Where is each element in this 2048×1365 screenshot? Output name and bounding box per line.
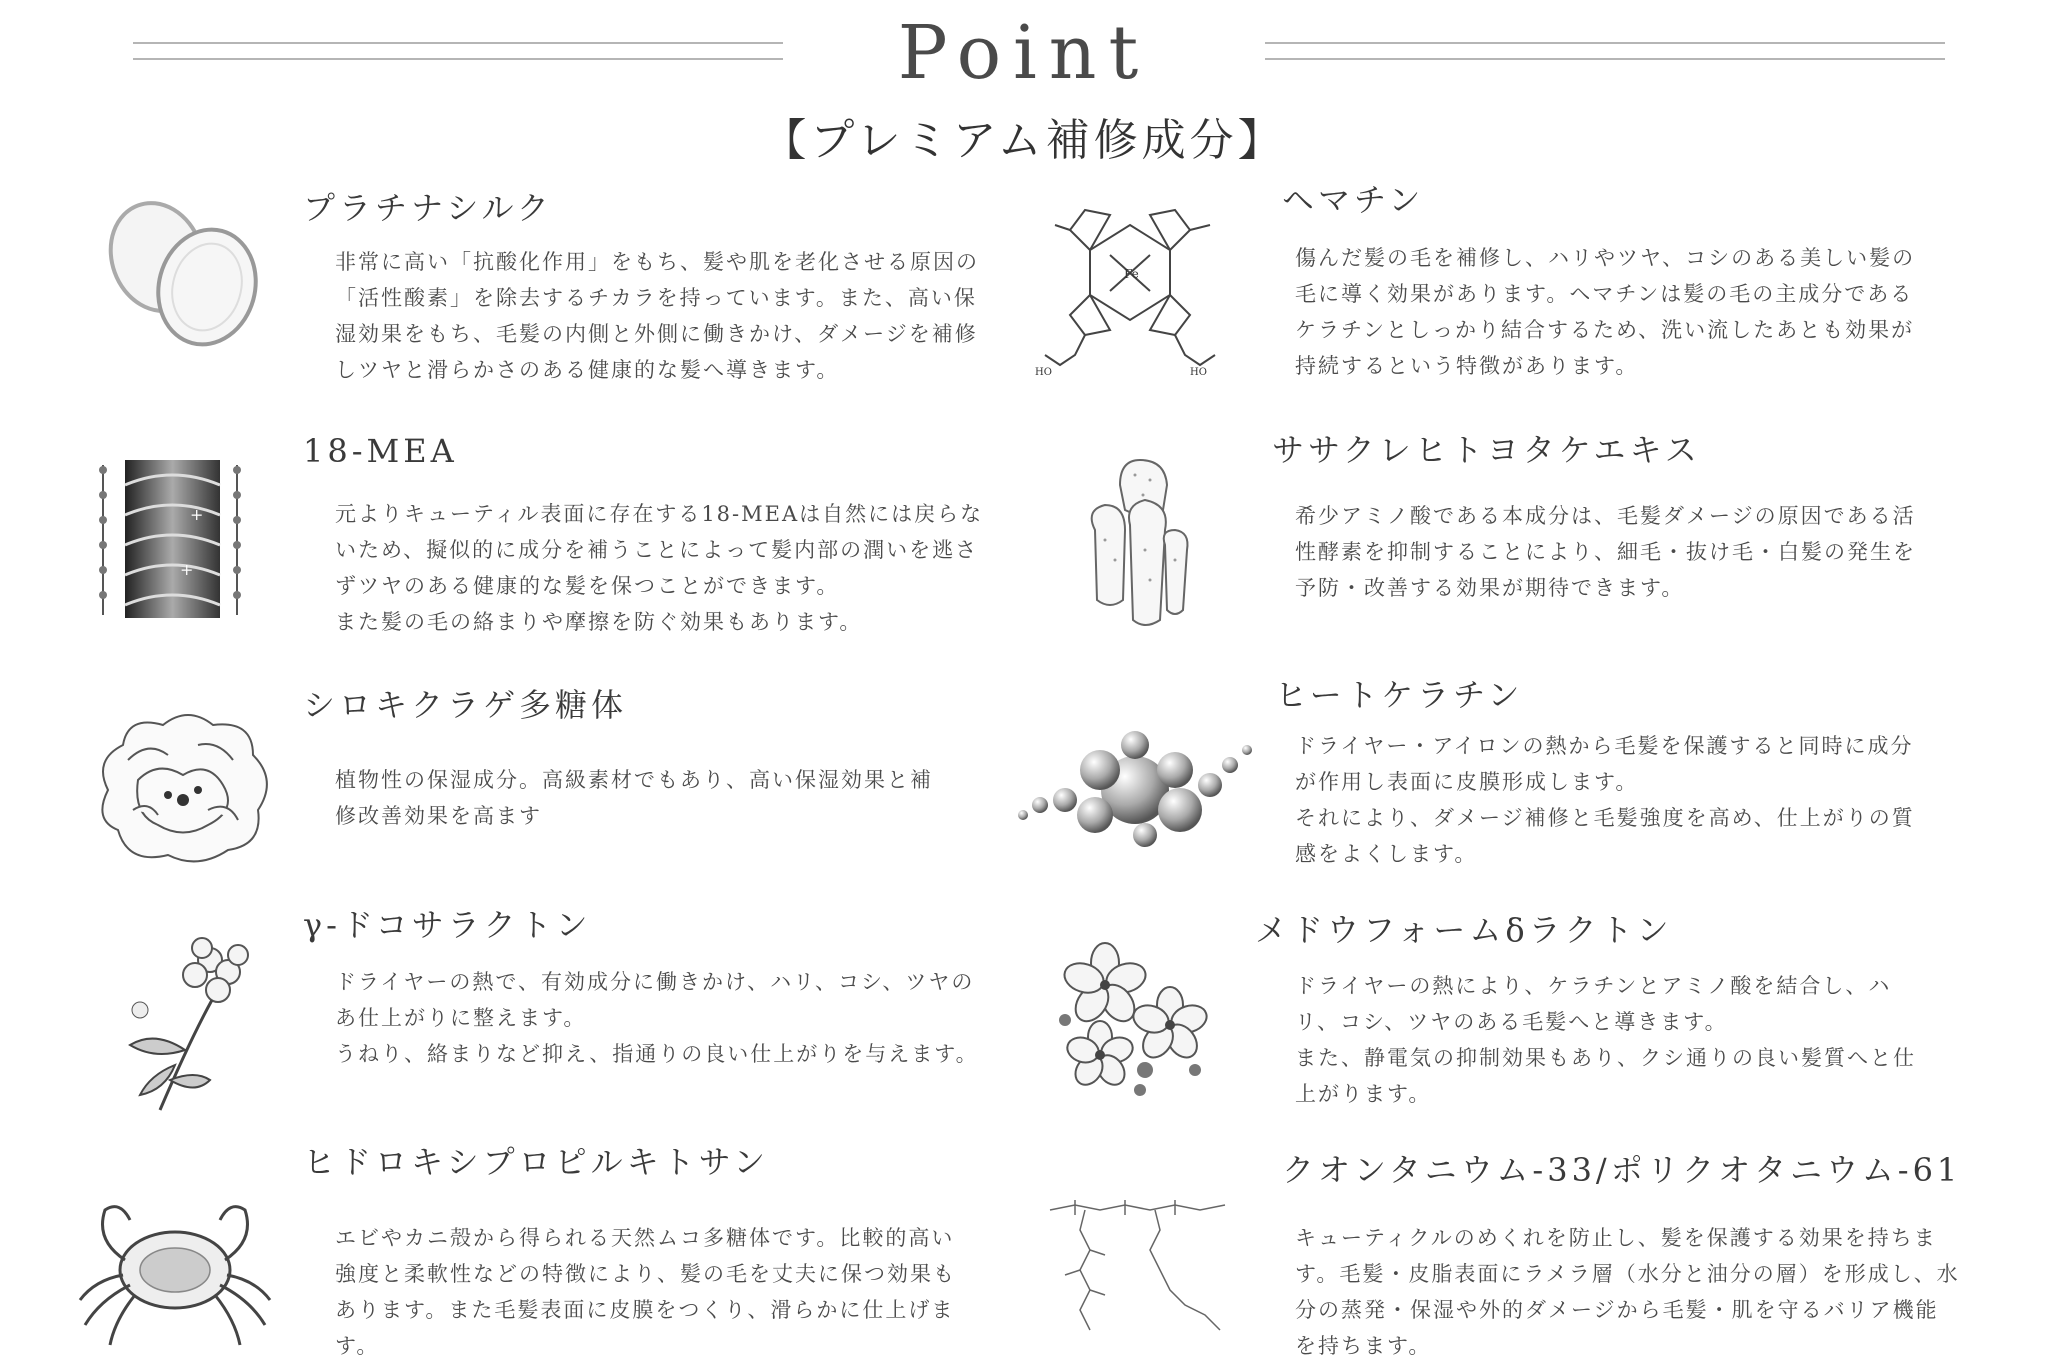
svg-text:HO: HO bbox=[1035, 367, 1052, 378]
svg-text:HO: HO bbox=[1190, 367, 1207, 378]
meadowfoam-flower-icon bbox=[1045, 930, 1225, 1110]
white-fungus-icon bbox=[88, 700, 278, 870]
ingredient-description: ドライヤーの熱により、ケラチンとアミノ酸を結合し、ハリ、コシ、ツヤのある毛髪へと導きます。 また、静電気の抑制効果もあり、クシ通りの良い髪質へと仕上がります。 bbox=[1295, 974, 1916, 1106]
ingredient-description: キューティクルのめくれを防止し、髪を保護する効果を持ちます。毛髪・皮脂表面にラメラ層（水分と油分の層）を形成し、水分の蒸発・保湿や外的ダメージから毛髪・肌を守るバリア機能を持ちます。 bbox=[1295, 1226, 1960, 1358]
ingredient-description: エビやカニ殻から得られる天然ムコ多糖体です。比較的高い強度と柔軟性などの特徴により、髪の毛を丈夫に保つ効果もあります。また毛髪表面に皮膜をつくり、滑らかに仕上げます。 bbox=[335, 1226, 956, 1358]
spheres-icon bbox=[1015, 710, 1255, 860]
ingredient-name: メドウフォームδラクトン bbox=[1255, 911, 1673, 949]
silk-cocoon-icon bbox=[95, 195, 270, 365]
hair-cuticle-icon bbox=[95, 450, 245, 625]
ingredient-name: クオンタニウム-33/ポリクオタニウム-61 bbox=[1282, 1151, 1962, 1189]
svg-text:Fe: Fe bbox=[1124, 267, 1139, 281]
svg-text:+: + bbox=[190, 505, 204, 524]
polymer-structure-icon bbox=[1045, 1195, 1235, 1345]
mushroom-icon bbox=[1065, 450, 1205, 640]
crab-icon bbox=[75, 1180, 275, 1350]
ingredient-description: 希少アミノ酸である本成分は、毛髪ダメージの原因である活性酵素を抑制することにより、細毛・抜け毛・白髪の発生を予防・改善する効果が期待できます。 bbox=[1295, 504, 1916, 600]
svg-text:+: + bbox=[180, 560, 194, 579]
ingredient-name: ヘマチン bbox=[1282, 181, 1425, 219]
ingredient-description: 非常に高い「抗酸化作用」をもち、髪や肌を老化させる原因の「活性酸素」を除去するチカラを持っています。また、高い保湿効果をもち、毛髪の内側と外側に働きかけ、ダメージを補修しツヤと滑らかさのある健康的な髪へ導きます。 bbox=[335, 250, 979, 382]
ingredient-description: ドライヤーの熱で、有効成分に働きかけ、ハリ、コシ、ツヤのあ仕上がりに整えます。 うねり、絡まりなど抑え、指通りの良い仕上がりを与えます。 bbox=[335, 970, 979, 1066]
flower-icon bbox=[100, 930, 270, 1120]
page-subtitle: 【プレミアム補修成分】 bbox=[762, 115, 1286, 166]
ingredient-name: γ-ドコサラクトン bbox=[303, 906, 592, 944]
ingredient-name: ササクレヒトヨタケエキス bbox=[1272, 431, 1701, 469]
ingredient-name: ヒドロキシプロピルキトサン bbox=[303, 1143, 770, 1181]
ingredient-description: ドライヤー・アイロンの熱から毛髪を保護すると同時に成分が作用し表面に皮膜形成します。 それにより、ダメージ補修と毛髪強度を高め、仕上がりの質感をよくします。 bbox=[1295, 734, 1915, 866]
ingredient-name: 18-MEA bbox=[303, 432, 458, 470]
ingredient-name: プラチナシルク bbox=[303, 189, 553, 227]
ingredient-name: ヒートケラチン bbox=[1275, 676, 1524, 714]
ingredient-description: 傷んだ髪の毛を補修し、ハリやツヤ、コシのある美しい髪の毛に導く効果があります。ヘマチンは髪の毛の主成分であるケラチンとしっかり結合するため、洗い流したあとも効果が持続するという特徴があります。 bbox=[1295, 246, 1916, 378]
ingredient-description: 植物性の保湿成分。高級素材でもあり、高い保湿効果と補修改善効果を高ます bbox=[335, 768, 933, 828]
molecule-icon bbox=[1030, 195, 1230, 380]
page-title: Point bbox=[897, 10, 1151, 96]
ingredient-description: 元よりキューティル表面に存在する18-MEAは自然には戻らないため、擬似的に成分を補うことによって髪内部の潤いを逃さずツヤのある健康的な髪を保つことができます。 また髪の毛の絡まりや摩擦を防ぐ効果もあります。 bbox=[335, 502, 984, 634]
ingredient-name: シロキクラゲ多糖体 bbox=[303, 686, 628, 724]
